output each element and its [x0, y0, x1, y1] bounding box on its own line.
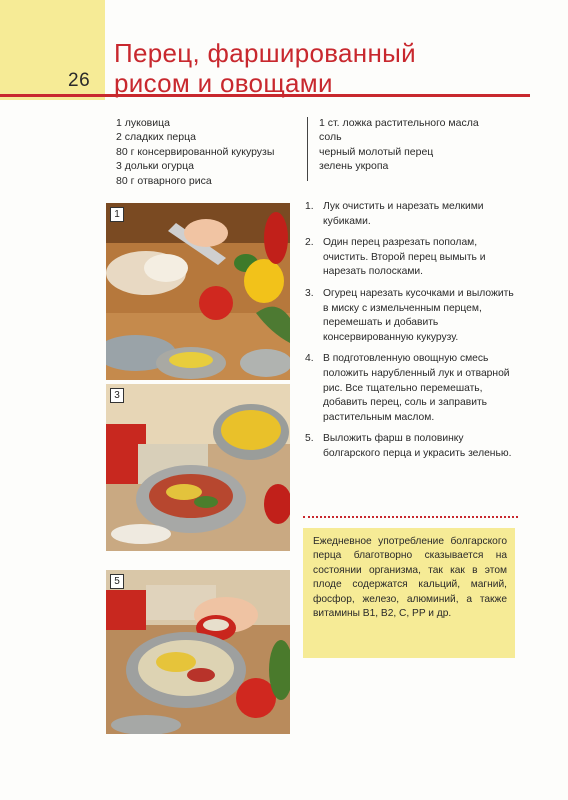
- step-number: 3.: [305, 287, 314, 299]
- tip-text: Ежедневное употребление болгарского перца благотворно сказывается на состоянии организма, так как в этом плоде содержатся кальций, магний, фосфор, железо, алюминий, а также витамины B1, B2, C, PP и др.: [313, 536, 507, 620]
- title-line-1: Перец, фаршированный: [114, 38, 416, 68]
- ingredient-item: 1 ст. ложка растительного масла: [319, 117, 479, 129]
- step-text: Выложить фарш в половинку болгарского перца и украсить зеленью.: [323, 433, 512, 459]
- photo-step-badge: 1: [110, 207, 124, 222]
- step-item: [303, 200, 518, 229]
- step-item: [303, 432, 518, 461]
- title-line-2: рисом и овощами: [114, 68, 333, 98]
- step-item: [303, 352, 518, 425]
- ingredient-item: зелень укропа: [319, 160, 389, 173]
- step-text: В подготовленную овощную смесь положить нарубленный лук и отварной рис. Все тщательно перемешать, добавить перец, соль и заправить растительным маслом.: [323, 353, 510, 423]
- step-number: 4.: [305, 353, 314, 365]
- step-number: 1.: [305, 201, 314, 212]
- page-number: 26: [68, 70, 91, 91]
- photo-filling-pepper: [106, 570, 290, 734]
- ingredient-item: 3 дольки огурца: [116, 160, 194, 173]
- page-title: [114, 38, 416, 98]
- ingredient-item: 1 луковица: [116, 117, 170, 129]
- step-text: Один перец разрезать пополам, очистить. Второй перец вымыть и нарезать полосками.: [323, 237, 486, 278]
- ingredient-item: 80 г консервированной кукурузы: [116, 145, 275, 158]
- step-photo-5: [106, 570, 290, 734]
- step-number: 2.: [305, 237, 314, 249]
- photo-step-badge: 5: [110, 574, 124, 589]
- step-number: 5.: [305, 433, 314, 445]
- ingredients-left: [116, 116, 301, 188]
- ingredient-item: 2 сладких перца: [116, 131, 196, 144]
- step-photo-3: [106, 384, 290, 551]
- tip-divider: [303, 516, 518, 518]
- step-photo-1: [106, 203, 290, 380]
- photo-step-badge: 3: [110, 388, 124, 403]
- step-text: Лук очистить и нарезать мелкими кубиками.: [323, 201, 484, 227]
- step-item: [303, 287, 518, 345]
- photo-mixing-vegetables: [106, 384, 290, 551]
- ingredient-item: соль: [319, 131, 342, 144]
- step-text: Огурец нарезать кусочками и выложить в миску с измельченным перцем, перемешать и добавить консервированную кукурузу.: [323, 287, 514, 343]
- ingredients-divider: [307, 117, 308, 181]
- step-item: [303, 236, 518, 280]
- ingredient-item: 80 г отварного риса: [116, 174, 212, 187]
- recipe-steps: [303, 200, 518, 469]
- ingredient-item: черный молотый перец: [319, 145, 434, 158]
- photo-chopping-onion: [106, 203, 290, 380]
- ingredients-right: [319, 116, 519, 174]
